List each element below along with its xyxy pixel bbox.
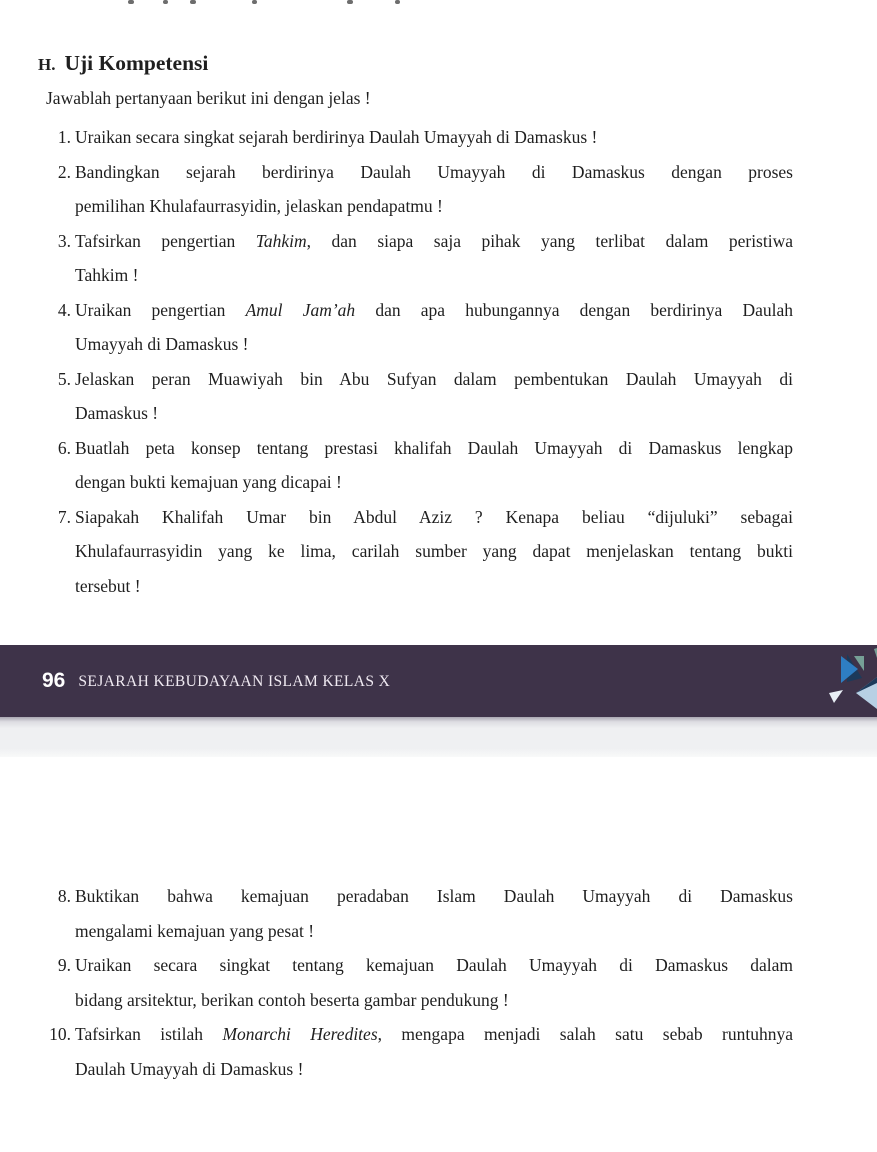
question-item (57, 120, 793, 155)
question-text: Tafsirkan istilah Monarchi Heredites, mengapa menjadi salah satu sebab runtuhnya Daulah Umayyah di Damaskus ! (75, 1024, 793, 1079)
question-item (57, 500, 793, 604)
question-text: Siapakah Khalifah Umar bin Abdul Aziz ? Kenapa beliau “dijuluki” sebagai Khulafaurrasyidin yang ke lima, carilah sumber yang dapat menjelaskan tentang bukti tersebut ! (75, 506, 793, 596)
book-title: SEJARAH KEBUDAYAAN ISLAM KELAS X (78, 673, 391, 690)
question-text: Uraikan secara singkat tentang kemajuan Daulah Umayyah di Damaskus dalam bidang arsitektur, berikan contoh beserta gambar pendukung ! (75, 955, 793, 1010)
question-number: 4. (57, 299, 71, 320)
page-top-text-remnant (395, 0, 400, 4)
page-number: 96 (42, 669, 66, 692)
section-letter: H. (38, 55, 56, 74)
publisher-logo-icon (810, 645, 877, 717)
page-footer-bar (0, 645, 877, 717)
question-text: Jelaskan peran Muawiyah bin Abu Sufyan dalam pembentukan Daulah Umayyah di Damaskus ! (75, 368, 793, 423)
question-item (57, 224, 793, 293)
question-number: 3. (57, 230, 71, 251)
page-top-text-remnant (347, 0, 353, 4)
question-number: 8. (57, 886, 71, 906)
section-title: Uji Kompetensi (64, 51, 209, 75)
question-number: 1. (57, 127, 71, 147)
page-top-text-remnant (128, 0, 134, 4)
question-number: 6. (57, 437, 71, 458)
page-top-text-remnant (163, 0, 168, 4)
question-number: 7. (57, 506, 71, 527)
page-gap-divider (0, 717, 877, 757)
question-number: 5. (57, 368, 71, 389)
question-number: 9. (57, 955, 71, 975)
question-item (57, 431, 793, 500)
question-text: Buatlah peta konsep tentang prestasi khalifah Daulah Umayyah di Damaskus lengkap dengan bukti kemajuan yang dicapai ! (75, 437, 793, 492)
question-text: Tafsirkan pengertian Tahkim, dan siapa saja pihak yang terlibat dalam peristiwa Tahkim ! (75, 230, 793, 285)
question-number: 2. (57, 161, 71, 182)
question-item (49, 1017, 793, 1086)
question-text: Buktikan bahwa kemajuan peradaban Islam Daulah Umayyah di Damaskus mengalami kemajuan yang pesat ! (75, 886, 793, 941)
question-item (57, 155, 793, 224)
question-text: Uraikan pengertian Amul Jam’ah dan apa hubungannya dengan berdirinya Daulah Umayyah di Damaskus ! (75, 299, 793, 354)
intro-instruction: Jawablah pertanyaan berikut ini dengan jelas ! (46, 88, 371, 108)
question-item (57, 879, 793, 948)
question-number: 10. (49, 1024, 71, 1044)
question-list-page2 (49, 879, 793, 1086)
question-item (57, 293, 793, 362)
page-top-text-remnant (252, 0, 257, 4)
question-text: Bandingkan sejarah berdirinya Daulah Umayyah di Damaskus dengan proses pemilihan Khulafaurrasyidin, jelaskan pendapatmu ! (75, 161, 793, 216)
question-text: Uraikan secara singkat sejarah berdirinya Daulah Umayyah di Damaskus ! (75, 127, 598, 147)
question-item (57, 948, 793, 1017)
section-heading (38, 48, 208, 81)
page-top-text-remnant (190, 0, 196, 4)
question-item (57, 362, 793, 431)
question-list-page1 (57, 120, 793, 603)
